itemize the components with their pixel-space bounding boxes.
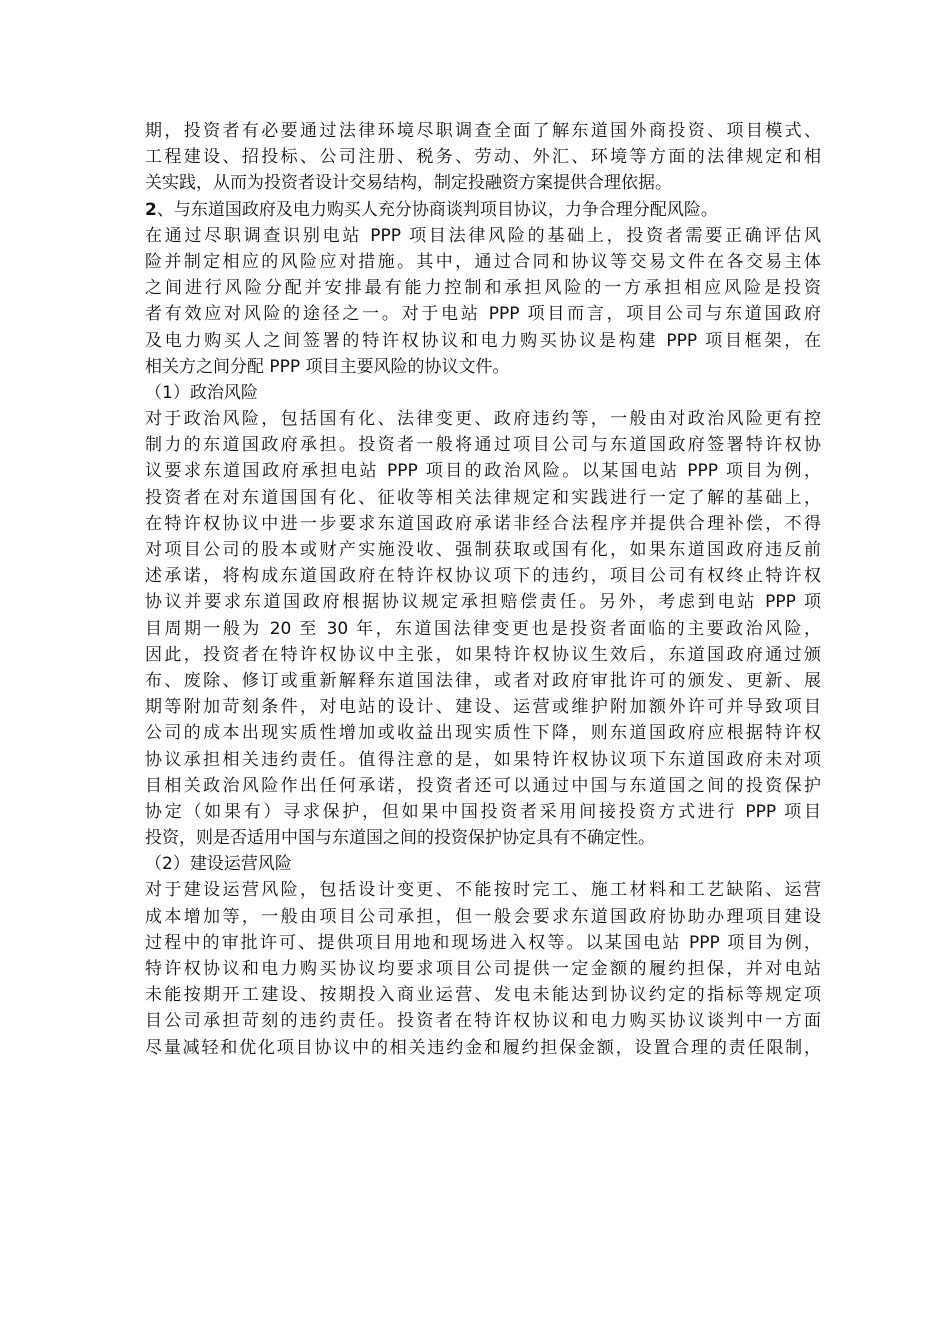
text-line: 2、与东道国政府及电力购买人充分协商谈判项目协议，力争合理分配风险。 <box>145 199 718 220</box>
text-line: 对于政治风险，包括国有化、法律变更、政府违约等，一般由对政治风险更有控 <box>145 409 821 430</box>
text-line: 目相关政治风险作出任何承诺，投资者还可以通过中国与东道国之间的投资保护 <box>145 775 821 796</box>
text-line: 因此，投资者在特许权协议中主张，如果特许权协议生效后，东道国政府通过颁 <box>145 644 821 665</box>
text-line: 投资，则是否适用中国与东道国之间的投资保护协定具有不确定性。 <box>145 828 655 849</box>
text-line: 制力的东道国政府承担。投资者一般将通过项目公司与东道国政府签署特许权协 <box>145 435 821 456</box>
text-line: 期，投资者有必要通过法律环境尽职调查全面了解东道国外商投资、项目模式、 <box>145 121 821 141</box>
text-line: （2）建设运营风险 <box>145 854 292 875</box>
text-line: 险并制定相应的风险应对措施。其中，通过合同和协议等交易文件在各交易主体 <box>145 251 821 272</box>
document-body <box>145 118 821 1061</box>
text-line: 目周期一般为 20 至 30 年，东道国法律变更也是投资者面临的主要政治风险， <box>145 618 821 639</box>
text-line: 协议承担相关违约责任。值得注意的是，如果特许权协议项下东道国政府未对项 <box>145 749 821 770</box>
text-line: 公司的成本出现实质性增加或收益出现实质性下降，则东道国政府应根据特许权 <box>145 723 821 744</box>
text-line: 对项目公司的股本或财产实施没收、强制获取或国有化，如果东道国政府违反前 <box>145 540 821 560</box>
text-line: 目公司承担苛刻的违约责任。投资者在特许权协议和电力购买协议谈判中一方面 <box>145 1011 821 1032</box>
text-line: 工程建设、招投标、公司注册、税务、劳动、外汇、环境等方面的法律规定和相 <box>145 147 821 168</box>
text-line: 尽量减轻和优化项目协议中的相关违约金和履约担保金额，设置合理的责任限制， <box>145 1037 821 1058</box>
text-line: （1）政治风险 <box>145 382 258 403</box>
text-line: 布、废除、修订或重新解释东道国法律，或者对政府审批许可的颁发、更新、展 <box>145 670 821 691</box>
text-line: 在特许权协议中进一步要求东道国政府承诺非经合法程序并提供合理补偿，不得 <box>145 513 821 534</box>
text-line: 投资者在对东道国国有化、征收等相关法律规定和实践进行一定了解的基础上， <box>145 487 821 508</box>
text-line: 关实践，从而为投资者设计交易结构，制定投融资方案提供合理依据。 <box>145 173 672 194</box>
text-line: 协议并要求东道国政府根据协议规定承担赔偿责任。另外，考虑到电站 PPP 项 <box>145 592 821 613</box>
text-line: 期等附加苛刻条件，对电站的设计、建设、运营或维护附加额外许可并导致项目 <box>145 697 821 718</box>
text-line: 对于建设运营风险，包括设计变更、不能按时完工、施工材料和工艺缺陷、运营 <box>145 880 821 901</box>
text-line: 特许权协议和电力购买协议均要求项目公司提供一定金额的履约担保，并对电站 <box>145 959 821 979</box>
text-line: 者有效应对风险的途径之一。对于电站 PPP 项目而言，项目公司与东道国政府 <box>145 304 821 325</box>
text-line: 之间进行风险分配并安排最有能力控制和承担风险的一方承担相应风险是投资 <box>145 278 821 299</box>
text-line: 及电力购买人之间签署的特许权协议和电力购买协议是构建 PPP 项目框架，在 <box>145 330 821 351</box>
section-number: 2 <box>145 199 157 220</box>
text-line: 议要求东道国政府承担电站 PPP 项目的政治风险。以某国电站 PPP 项目为例， <box>145 461 821 482</box>
text-line: 未能按期开工建设、按期投入商业运营、发电未能达到协议约定的指标等规定项 <box>145 985 821 1006</box>
text-line: 述承诺，将构成东道国政府在特许权协议项下的违约，项目公司有权终止特许权 <box>145 566 821 587</box>
text-line: 成本增加等，一般由项目公司承担，但一般会要求东道国政府协助办理项目建设 <box>145 906 821 927</box>
text-line: 相关方之间分配 PPP 项目主要风险的协议文件。 <box>145 356 510 377</box>
text-line: 协定（如果有）寻求保护，但如果中国投资者采用间接投资方式进行 PPP 项目 <box>145 801 821 822</box>
text-line: 在通过尽职调查识别电站 PPP 项目法律风险的基础上，投资者需要正确评估风 <box>145 225 821 246</box>
text-line: 过程中的审批许可、提供项目用地和现场进入权等。以某国电站 PPP 项目为例， <box>145 932 821 953</box>
